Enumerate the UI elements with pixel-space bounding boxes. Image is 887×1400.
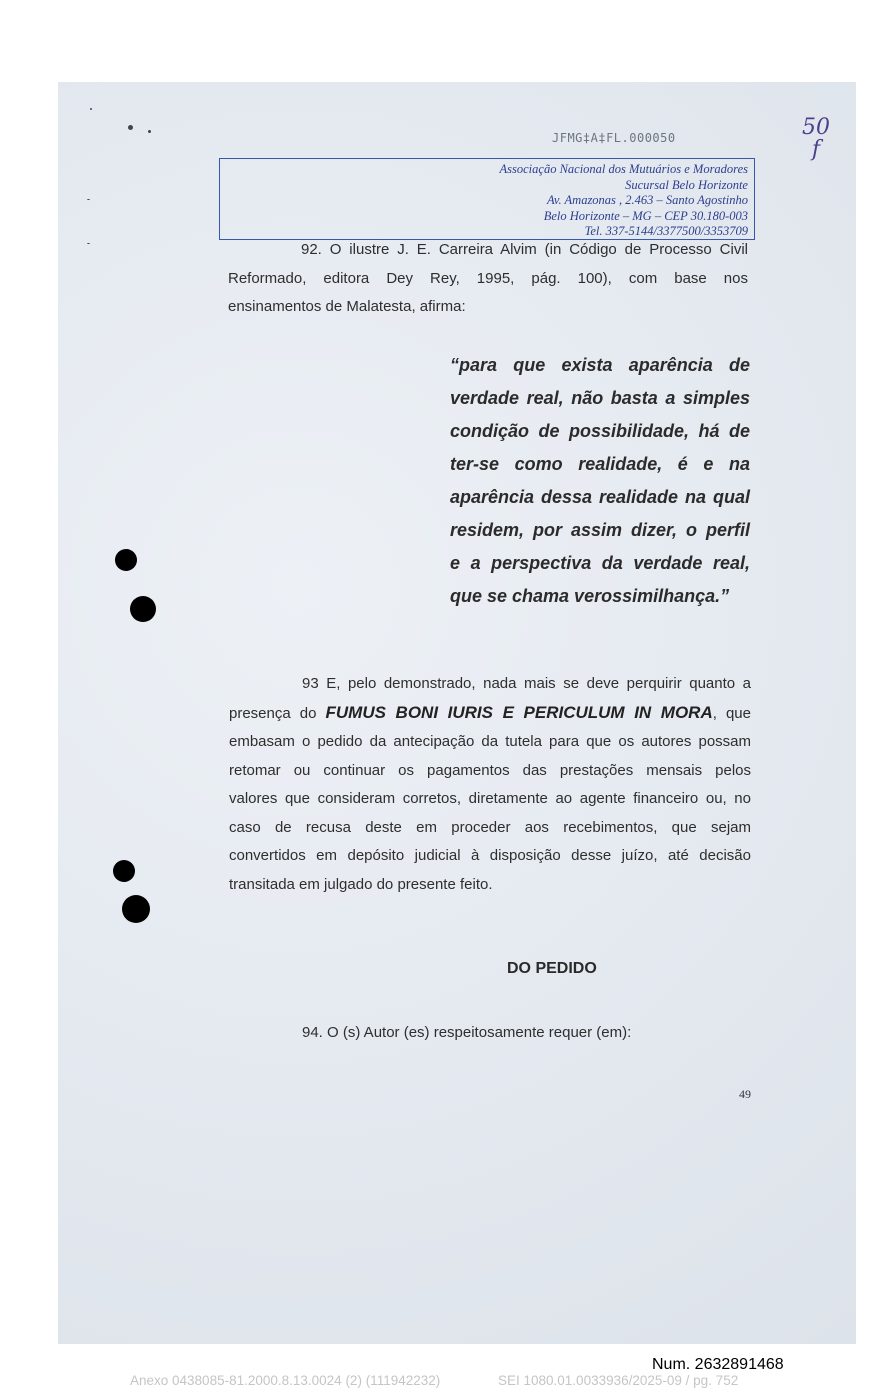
sei-reference: SEI 1080.01.0033936/2025-09 / pg. 752 bbox=[498, 1373, 739, 1388]
handwritten-folio-number: 50 bbox=[802, 115, 830, 140]
handwritten-folio bbox=[796, 117, 836, 161]
scan-speck bbox=[87, 199, 90, 200]
letterhead-line: Av. Amazonas , 2.463 – Santo Agostinho bbox=[546, 193, 748, 207]
paragraph-line: convertidos em depósito judicial à disposição desse juízo, até decisão bbox=[229, 847, 751, 864]
scan-speck bbox=[128, 125, 133, 130]
paragraph-line bbox=[229, 699, 751, 729]
paragraph-92 bbox=[228, 236, 748, 322]
paragraph-94 bbox=[302, 1019, 752, 1048]
page-number: 49 bbox=[739, 1087, 751, 1101]
section-heading: DO PEDIDO bbox=[507, 960, 597, 977]
paragraph-line: 92. O ilustre J. E. Carreira Alvim (in Código de Processo Civil bbox=[301, 241, 748, 258]
handwritten-folio-mark: f bbox=[811, 137, 821, 162]
quote-line: “para que exista aparência de bbox=[450, 355, 750, 375]
letterhead-line: Tel. 337-5144/3377500/3353709 bbox=[584, 224, 748, 238]
paragraph-line: valores que consideram corretos, diretamente ao agente financeiro ou, no bbox=[229, 790, 751, 807]
paragraph-line: Reformado, editora Dey Rey, 1995, pág. 100), com base nos bbox=[228, 269, 748, 287]
quote-line: condição de possibilidade, há de bbox=[450, 421, 750, 441]
quote-line: e a perspectiva da verdade real, bbox=[450, 553, 750, 573]
quote-line: residem, por assim dizer, o perfil bbox=[450, 520, 750, 540]
punch-hole bbox=[130, 596, 156, 622]
paragraph-line: transitada em julgado do presente feito. bbox=[229, 875, 493, 893]
quote-line: aparência dessa realidade na qual bbox=[450, 487, 750, 507]
paragraph-line: ensinamentos de Malatesta, afirma: bbox=[228, 298, 466, 315]
emphasized-legal-term: FUMUS BONI IURIS E PERICULUM IN MORA bbox=[325, 702, 713, 722]
paragraph-line: 94. O (s) Autor (es) respeitosamente requer (em): bbox=[302, 1024, 632, 1041]
letterhead-line: Belo Horizonte – MG – CEP 30.180-003 bbox=[543, 208, 748, 223]
document-number: Num. 2632891468 bbox=[652, 1356, 784, 1373]
letterhead-line: Sucursal Belo Horizonte bbox=[625, 177, 748, 192]
punch-hole bbox=[115, 549, 137, 571]
block-quote bbox=[450, 349, 750, 613]
punch-hole bbox=[113, 860, 135, 882]
paragraph-line: caso de recusa deste em proceder aos recebimentos, que sejam bbox=[229, 818, 751, 836]
filing-stamp: JFMG‡A‡FL.000050 bbox=[552, 131, 676, 145]
paragraph-line: 93 E, pelo demonstrado, nada mais se deve perquirir quanto a bbox=[302, 675, 751, 692]
paragraph-line: retomar ou continuar os pagamentos das prestações mensais pelos bbox=[229, 761, 751, 779]
paragraph-line: embasam o pedido da antecipação da tutela para que os autores possam bbox=[229, 733, 751, 750]
letterhead-line: Associação Nacional dos Mutuários e Moradores bbox=[499, 162, 748, 176]
scan-speck bbox=[90, 108, 92, 110]
paragraph-text: presença do bbox=[229, 704, 326, 722]
quote-line: verdade real, não basta a simples bbox=[450, 388, 750, 408]
quote-line: ter-se como realidade, é e na bbox=[450, 454, 750, 474]
annex-reference: Anexo 0438085-81.2000.8.13.0024 (2) (111942232) bbox=[130, 1373, 441, 1388]
scan-speck bbox=[148, 130, 151, 133]
punch-hole bbox=[122, 895, 150, 923]
scan-speck bbox=[87, 243, 90, 244]
letterhead-box bbox=[219, 158, 755, 240]
paragraph-text: , que bbox=[712, 704, 751, 722]
paragraph-93 bbox=[229, 670, 751, 899]
quote-line: que se chama verossimilhança.” bbox=[450, 586, 730, 606]
